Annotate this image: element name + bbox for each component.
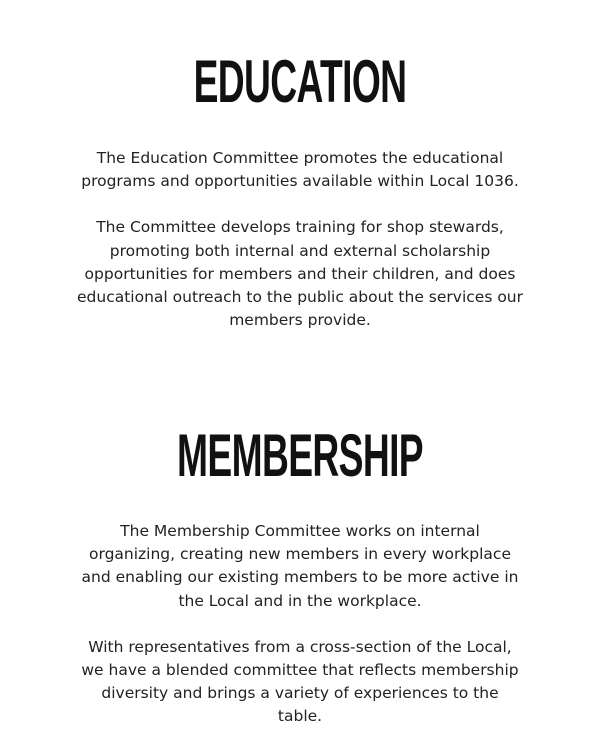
- education-heading: EDUCATION: [193, 48, 407, 115]
- education-intro-paragraph: The Education Committee promotes the educational programs and opportunities available within Local 1036.: [81, 149, 519, 191]
- membership-details-paragraph: With representatives from a cross-section of the Local, we have a blended committee that reflects membership diversity and brings a variety of experiences to the table.: [81, 637, 519, 726]
- education-section: [0, 48, 600, 332]
- education-details-paragraph: The Committee develops training for shop stewards, promoting both internal and external scholarship opportunities for members and their children, and does educational outreach to the public about the services our members provide.: [77, 218, 523, 330]
- membership-section: [0, 422, 600, 729]
- membership-heading: MEMBERSHIP: [177, 422, 423, 489]
- membership-intro-paragraph: The Membership Committee works on internal organizing, creating new members in every workplace and enabling our existing members to be more active in the Local and in the workplace.: [81, 522, 519, 610]
